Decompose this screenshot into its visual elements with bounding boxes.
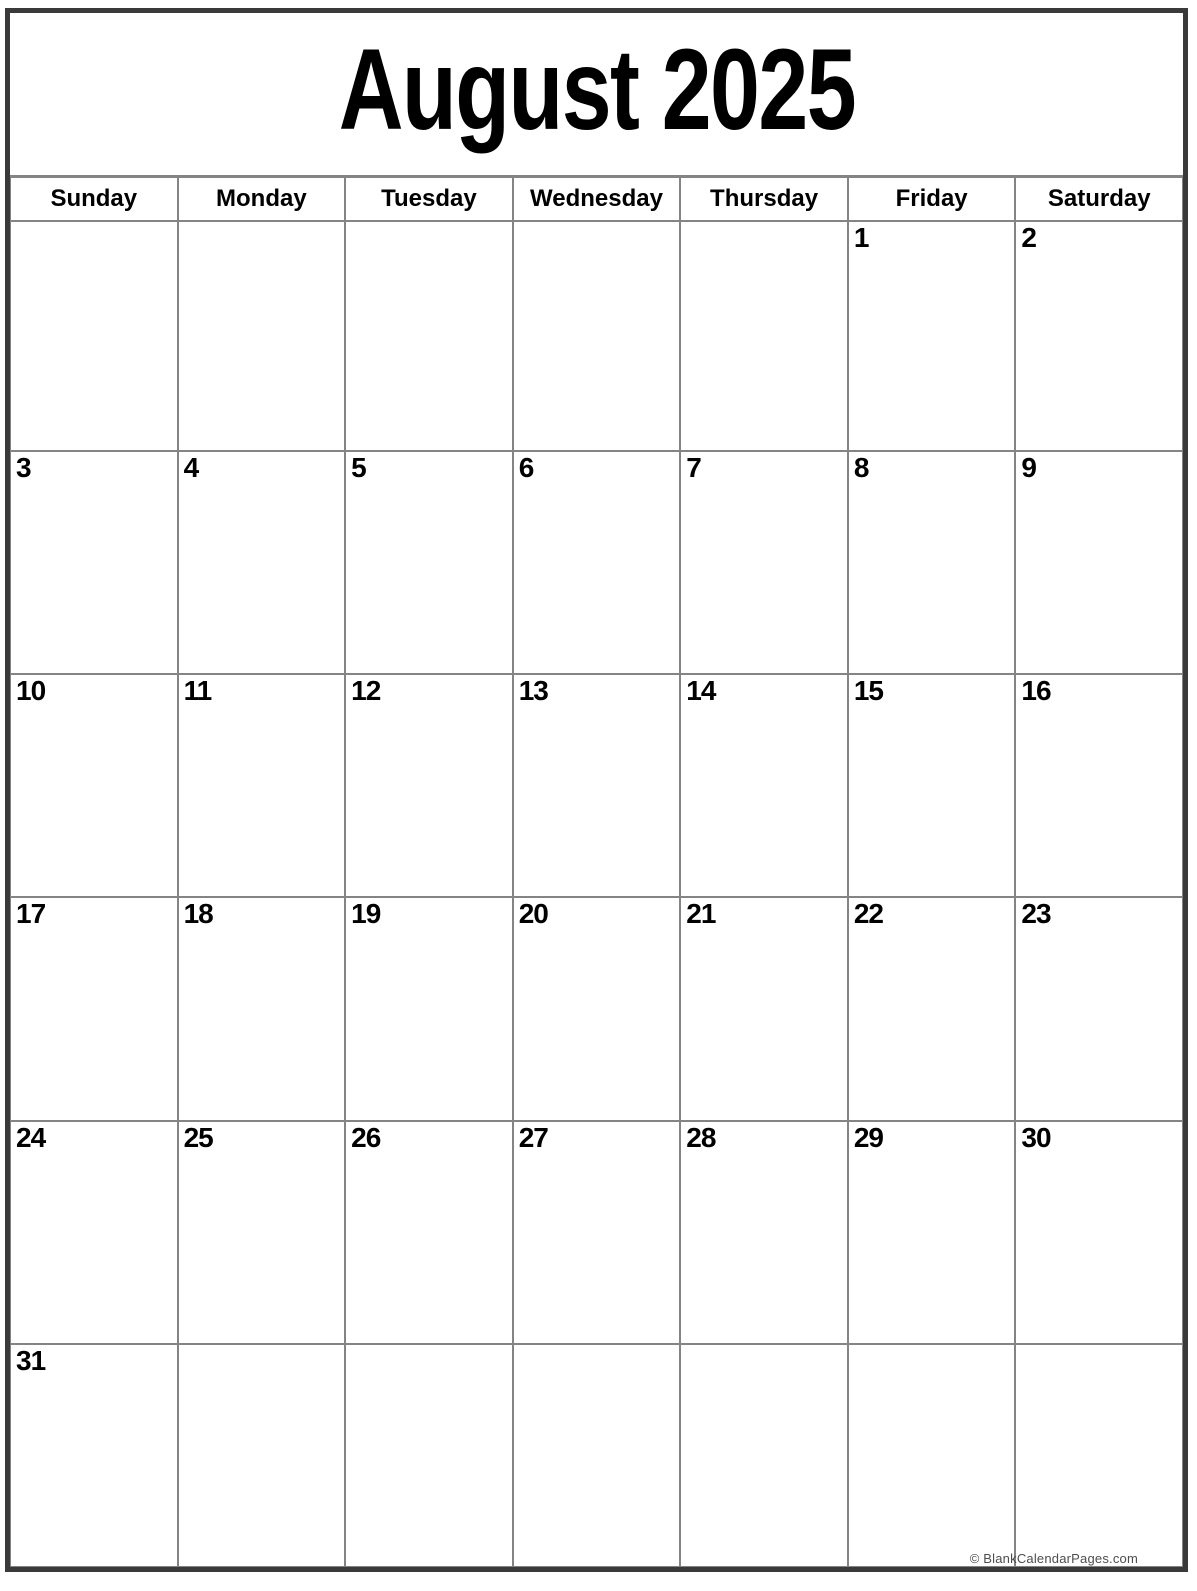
weekday-header-thursday: Thursday <box>680 177 848 221</box>
date-number <box>849 1345 1015 1346</box>
day-cell <box>345 1121 513 1344</box>
weekday-header-wednesday: Wednesday <box>513 177 681 221</box>
date-number <box>346 1345 512 1346</box>
date-number: 16 <box>1021 675 1051 707</box>
date-number <box>514 1345 680 1346</box>
title-block <box>10 13 1183 177</box>
date-number: 8 <box>853 452 869 483</box>
day-cell <box>178 221 346 451</box>
date-number <box>1016 1345 1182 1346</box>
date-number: 24 <box>16 1121 46 1153</box>
day-cell <box>10 451 178 674</box>
date-number: 7 <box>686 452 701 483</box>
date-number: 28 <box>686 1121 716 1153</box>
day-cell <box>848 1121 1016 1344</box>
day-cell <box>345 451 513 674</box>
day-cell <box>10 897 178 1120</box>
day-cell <box>10 1344 178 1567</box>
date-number: 23 <box>1021 898 1051 930</box>
day-cell <box>680 897 848 1120</box>
day-cell <box>680 674 848 897</box>
day-cell <box>178 897 346 1120</box>
date-number <box>179 1345 345 1346</box>
day-cell <box>10 221 178 451</box>
weekday-header-saturday: Saturday <box>1015 177 1183 221</box>
date-number: 25 <box>183 1121 213 1153</box>
date-number: 13 <box>518 675 548 707</box>
day-cell <box>1015 674 1183 897</box>
date-number: 11 <box>183 675 212 707</box>
weekday-header-monday: Monday <box>178 177 346 221</box>
weekday-header-tuesday: Tuesday <box>345 177 513 221</box>
day-cell <box>848 221 1016 451</box>
day-cell <box>10 674 178 897</box>
day-cell <box>848 451 1016 674</box>
date-number: 21 <box>686 898 716 930</box>
date-number: 20 <box>518 898 548 930</box>
date-number: 26 <box>351 1121 381 1153</box>
day-cell <box>680 451 848 674</box>
date-number: 29 <box>853 1121 883 1153</box>
date-number: 2 <box>1021 222 1036 253</box>
month-title: August 2025 <box>338 25 855 154</box>
date-number: 27 <box>518 1121 548 1153</box>
date-number: 5 <box>351 452 366 483</box>
date-number: 30 <box>1021 1121 1051 1153</box>
calendar-grid <box>10 177 1183 1567</box>
day-cell <box>680 1344 848 1567</box>
date-number: 17 <box>16 898 46 930</box>
day-cell <box>513 451 681 674</box>
day-cell <box>178 451 346 674</box>
date-number: 12 <box>351 675 381 707</box>
date-number: 1 <box>853 222 869 253</box>
date-number: 18 <box>183 898 213 930</box>
day-cell <box>345 897 513 1120</box>
day-cell <box>848 1344 1016 1567</box>
calendar-frame <box>5 8 1188 1572</box>
day-cell <box>513 897 681 1120</box>
date-number: 14 <box>686 675 716 707</box>
date-number: 19 <box>351 898 381 930</box>
date-number <box>179 222 345 223</box>
day-cell <box>513 674 681 897</box>
day-cell <box>178 1344 346 1567</box>
date-number: 10 <box>16 675 46 707</box>
weekday-header-friday: Friday <box>848 177 1016 221</box>
day-cell <box>1015 1121 1183 1344</box>
date-number <box>514 222 680 223</box>
day-cell <box>345 674 513 897</box>
day-cell <box>513 221 681 451</box>
date-number: 31 <box>16 1344 46 1376</box>
day-cell <box>1015 897 1183 1120</box>
day-cell <box>1015 451 1183 674</box>
day-cell <box>848 674 1016 897</box>
date-number: 9 <box>1021 452 1036 483</box>
date-number <box>11 222 177 223</box>
watermark: © BlankCalendarPages.com <box>969 1551 1138 1566</box>
date-number <box>346 222 512 223</box>
day-cell <box>345 221 513 451</box>
day-cell <box>680 221 848 451</box>
day-cell <box>10 1121 178 1344</box>
day-cell <box>1015 221 1183 451</box>
date-number: 3 <box>16 452 31 483</box>
day-cell <box>178 1121 346 1344</box>
date-number: 22 <box>853 898 883 930</box>
day-cell <box>1015 1344 1183 1567</box>
day-cell <box>513 1344 681 1567</box>
day-cell <box>848 897 1016 1120</box>
date-number: 4 <box>183 452 199 483</box>
date-number: 15 <box>853 675 883 707</box>
date-number: 6 <box>518 452 534 483</box>
day-cell <box>178 674 346 897</box>
weekday-header-sunday: Sunday <box>10 177 178 221</box>
day-cell <box>513 1121 681 1344</box>
date-number <box>681 1345 847 1346</box>
day-cell <box>680 1121 848 1344</box>
date-number <box>681 222 847 223</box>
day-cell <box>345 1344 513 1567</box>
